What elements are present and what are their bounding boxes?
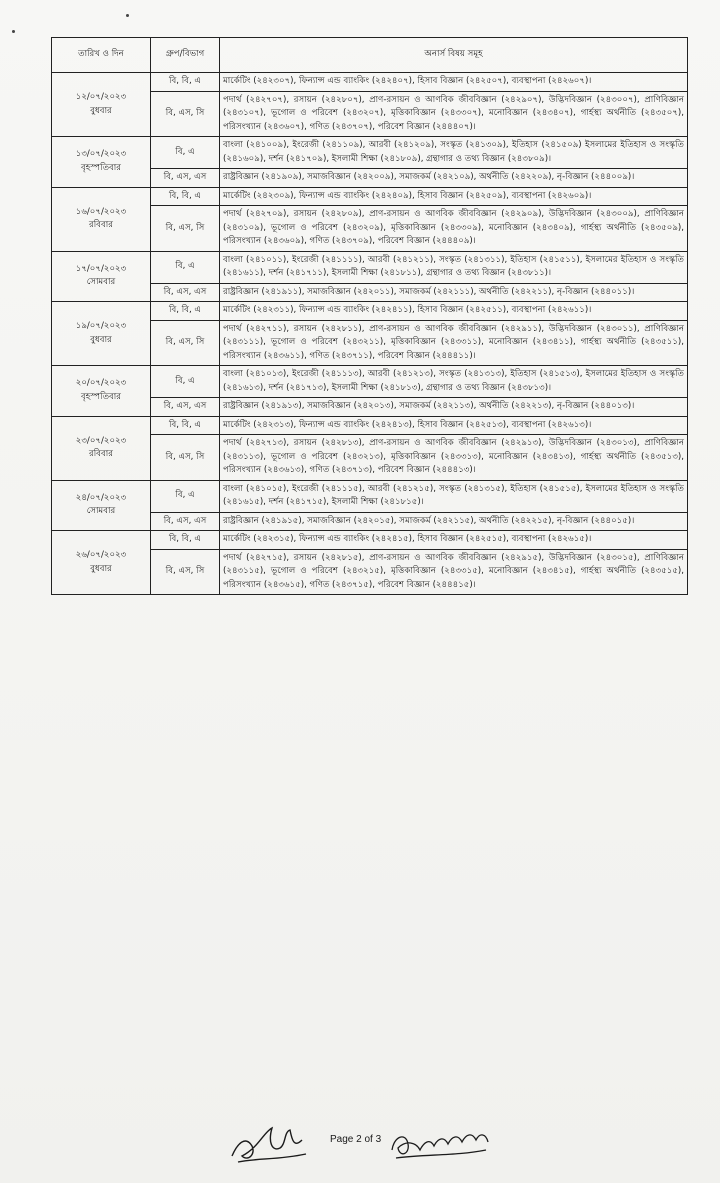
exam-day: সোমবার [86, 277, 116, 288]
table-row [52, 480, 688, 512]
exam-day: বৃহস্পতিবার [80, 391, 122, 402]
group-cell: বি, বি, এ [151, 187, 220, 206]
subjects-cell: বাংলা (২৪১০১১), ইংরেজী (২৪১১১১), আরবী (২৪১২১১), সংস্কৃত (২৪১৩১১), ইতিহাস (২৪১৫১১), ইসলামের ইতিহাস ও সংস্কৃতি (২৪১৬১১), দর্শন (২৪১৭১১), ইসলামী শিক্ষা (২৪১৮১১), গ্রন্থাগার ও তথ্য বিজ্ঞান (২৪৩৮১১)। [220, 251, 688, 283]
subjects-cell: পদার্থ (২৪২৭১৫), রসায়ন (২৪২৮১৫), প্রাণ-রসায়ন ও আণবিক জীববিজ্ঞান (২৪২৯১৫), উদ্ভিদবিজ্ঞান (২৪৩০১৫), প্রাণিবিজ্ঞান (২৪৩১১৫), ভূগোল ও পরিবেশ (২৪৩২১৫), মৃত্তিকাবিজ্ঞান (২৪৩৩১৫), মনোবিজ্ঞান (২৪৩৪১৫), গার্হস্থ্য অর্থনীতি (২৪৩৫১৫), পরিসংখ্যান (২৪৩৬১৫), গণিত (২৪৩৭১৫), পরিবেশ বিজ্ঞান (২৪৪৪১৫)। [220, 549, 688, 595]
signature-left [228, 1118, 310, 1168]
date-cell [52, 251, 151, 302]
table-row [52, 187, 688, 206]
date-cell [52, 416, 151, 480]
scan-speck [126, 14, 129, 17]
page-footer [0, 1118, 720, 1178]
table-row [52, 416, 688, 435]
exam-date: ১৭/০৭/২০২৩ [75, 263, 127, 274]
subjects-cell: মার্কেটিং (২৪২৩১৫), ফিন্যান্স এন্ড ব্যাংকিং (২৪২৪১৫), হিসাব বিজ্ঞান (২৪২৫১৫), ব্যবস্থাপনা (২৪২৬১৫)। [220, 531, 688, 550]
group-cell: বি, বি, এ [151, 302, 220, 321]
header-group: গ্রুপ/বিভাগ [151, 38, 220, 73]
subjects-cell: মার্কেটিং (২৪২৩১১), ফিন্যান্স এন্ড ব্যাংকিং (২৪২৪১১), হিসাব বিজ্ঞান (২৪২৫১১), ব্যবস্থাপনা (২৪২৬১১)। [220, 302, 688, 321]
subjects-cell: পদার্থ (২৪২৭০৭), রসায়ন (২৪২৮০৭), প্রাণ-রসায়ন ও আণবিক জীববিজ্ঞান (২৪২৯০৭), উদ্ভিদবিজ্ঞান (২৪৩০০৭), প্রাণিবিজ্ঞান (২৪৩১০৭), ভূগোল ও পরিবেশ (২৪৩২০৭), মৃত্তিকাবিজ্ঞান (২৪৩৩০৭), মনোবিজ্ঞান (২৪৩৪০৭), গার্হস্থ্য অর্থনীতি (২৪৩৫০৭), পরিসংখ্যান (২৪৩৬০৭), গণিত (২৪৩৭০৭), পরিবেশ বিজ্ঞান (২৪৪৪০৭)। [220, 91, 688, 137]
exam-date: ২০/০৭/২০২৩ [75, 378, 127, 389]
exam-schedule-table [51, 37, 688, 595]
header-date-day: তারিখ ও দিন [52, 38, 151, 73]
group-cell: বি, এস, সি [151, 435, 220, 481]
subjects-cell: রাষ্ট্রবিজ্ঞান (২৪১৯১১), সমাজবিজ্ঞান (২৪২০১১), সমাজকর্ম (২৪২১১১), অর্থনীতি (২৪২২১১), নৃ-বিজ্ঞান (২৪৪০১১)। [220, 283, 688, 302]
page-number: Page 2 of 3 [330, 1134, 382, 1145]
subjects-cell: বাংলা (২৪১০১৩), ইংরেজী (২৪১১১৩), আরবী (২৪১২১৩), সংস্কৃত (২৪১৩১৩), ইতিহাস (২৪১৫১৩), ইসলামের ইতিহাস ও সংস্কৃতি (২৪১৬১৩), দর্শন (২৪১৭১৩), ইসলামী শিক্ষা (২৪১৮১৩), গ্রন্থাগার ও তথ্য বিজ্ঞান (২৪৩৮১৩)। [220, 366, 688, 398]
date-cell [52, 302, 151, 366]
group-cell: বি, এ [151, 480, 220, 512]
exam-date: ১৬/০৭/২০২৩ [75, 206, 127, 217]
exam-date: ২৬/০৭/২০২৩ [75, 550, 127, 560]
group-cell: বি, বি, এ [151, 73, 220, 92]
group-cell: বি, বি, এ [151, 531, 220, 550]
subjects-cell: রাষ্ট্রবিজ্ঞান (২৪১৯০৯), সমাজবিজ্ঞান (২৪২০০৯), সমাজকর্ম (২৪২১০৯), অর্থনীতি (২৪২২০৯), নৃ-বিজ্ঞান (২৪৪০০৯)। [220, 169, 688, 188]
exam-day: সোমবার [86, 506, 116, 517]
subjects-cell: বাংলা (২৪১০১৫), ইংরেজী (২৪১১১৫), আরবী (২৪১২১৫), সংস্কৃত (২৪১৩১৫), ইতিহাস (২৪১৫১৫), ইসলামের ইতিহাস ও সংস্কৃতি (২৪১৬১৫), দর্শন (২৪১৭১৫), ইসলামী শিক্ষা (২৪১৮১৫)। [220, 480, 688, 512]
exam-date: ১২/০৭/২০২৩ [75, 92, 127, 102]
exam-day: রবিবার [89, 220, 113, 230]
exam-date: ১৯/০৭/২০২৩ [75, 321, 127, 331]
group-cell: বি, এস, এস [151, 512, 220, 531]
table-row [52, 251, 688, 283]
group-cell: বি, এস, সি [151, 206, 220, 252]
group-cell: বি, এস, সি [151, 549, 220, 595]
date-cell [52, 366, 151, 417]
group-cell: বি, এ [151, 251, 220, 283]
group-cell: বি, বি, এ [151, 416, 220, 435]
table-body [52, 73, 688, 595]
subjects-cell: মার্কেটিং (২৪২৩০৭), ফিন্যান্স এন্ড ব্যাংকিং (২৪২৪০৭), হিসাব বিজ্ঞান (২৪২৫০৭), ব্যবস্থাপনা (২৪২৬০৭)। [220, 73, 688, 92]
group-cell: বি, এস, এস [151, 169, 220, 188]
subjects-cell: পদার্থ (২৪২৭১১), রসায়ন (২৪২৮১১), প্রাণ-রসায়ন ও আণবিক জীববিজ্ঞান (২৪২৯১১), উদ্ভিদবিজ্ঞান (২৪৩০১১), প্রাণিবিজ্ঞান (২৪৩১১১), ভূগোল ও পরিবেশ (২৪৩২১১), মৃত্তিকাবিজ্ঞান (২৪৩৩১১), মনোবিজ্ঞান (২৪৩৪১১), গার্হস্থ্য অর্থনীতি (২৪৩৫১১), পরিসংখ্যান (২৪৩৬১১), গণিত (২৪৩৭১১), পরিবেশ বিজ্ঞান (২৪৪৪১১)। [220, 320, 688, 366]
group-cell: বি, এস, সি [151, 91, 220, 137]
subjects-cell: মার্কেটিং (২৪২৩০৯), ফিন্যান্স এন্ড ব্যাংকিং (২৪২৪০৯), হিসাব বিজ্ঞান (২৪২৫০৯), ব্যবস্থাপনা (২৪২৬০৯)। [220, 187, 688, 206]
exam-date: ১৩/০৭/২০২৩ [75, 149, 127, 160]
table-row [52, 302, 688, 321]
date-cell [52, 187, 151, 251]
exam-day: বুধবার [90, 563, 112, 574]
table-row [52, 366, 688, 398]
date-cell [52, 531, 151, 595]
table-header-row [52, 38, 688, 73]
date-cell [52, 480, 151, 531]
group-cell: বি, এস, এস [151, 398, 220, 417]
group-cell: বি, এ [151, 137, 220, 169]
table-row [52, 137, 688, 169]
group-cell: বি, এ [151, 366, 220, 398]
header-subjects: অনার্স বিষয় সমূহ [220, 38, 688, 73]
subjects-cell: পদার্থ (২৪২৭০৯), রসায়ন (২৪২৮০৯), প্রাণ-রসায়ন ও আণবিক জীববিজ্ঞান (২৪২৯০৯), উদ্ভিদবিজ্ঞান (২৪৩০০৯), প্রাণিবিজ্ঞান (২৪৩১০৯), ভূগোল ও পরিবেশ (২৪৩২০৯), মৃত্তিকাবিজ্ঞান (২৪৩৩০৯), মনোবিজ্ঞান (২৪৩৪০৯), গার্হস্থ্য অর্থনীতি (২৪৩৫০৯), পরিসংখ্যান (২৪৩৬০৯), গণিত (২৪৩৭০৯), পরিবেশ বিজ্ঞান (২৪৪৪০৯)। [220, 206, 688, 252]
subjects-cell: রাষ্ট্রবিজ্ঞান (২৪১৯১৩), সমাজবিজ্ঞান (২৪২০১৩), সমাজকর্ম (২৪২১১৩), অর্থনীতি (২৪২২১৩), নৃ-বিজ্ঞান (২৪৪০১৩)। [220, 398, 688, 417]
exam-day: বুধবার [90, 105, 112, 116]
table-row [52, 531, 688, 550]
subjects-cell: বাংলা (২৪১০০৯), ইংরেজী (২৪১১০৯), আরবী (২৪১২০৯), সংস্কৃত (২৪১৩০৯), ইতিহাস (২৪১৫০৯) ইসলামের ইতিহাস ও সংস্কৃতি (২৪১৬০৯), দর্শন (২৪১৭০৯), ইসলামী শিক্ষা (২৪১৮০৯), গ্রন্থাগার ও তথ্য বিজ্ঞান (২৪৩৮০৯)। [220, 137, 688, 169]
subjects-cell: পদার্থ (২৪২৭১৩), রসায়ন (২৪২৮১৩), প্রাণ-রসায়ন ও আণবিক জীববিজ্ঞান (২৪২৯১৩), উদ্ভিদবিজ্ঞান (২৪৩০১৩), প্রাণিবিজ্ঞান (২৪৩১১৩), ভূগোল ও পরিবেশ (২৪৩২১৩), মৃত্তিকাবিজ্ঞান (২৪৩৩১৩), মনোবিজ্ঞান (২৪৩৪১৩), গার্হস্থ্য অর্থনীতি (২৪৩৫১৩), পরিসংখ্যান (২৪৩৬১৩), গণিত (২৪৩৭১৩), পরিবেশ বিজ্ঞান (২৪৪৪১৩)। [220, 435, 688, 481]
signature-right [386, 1120, 492, 1166]
date-cell [52, 137, 151, 188]
exam-date: ২৪/০৭/২০২৩ [75, 492, 127, 503]
group-cell: বি, এস, সি [151, 320, 220, 366]
scan-speck [12, 30, 15, 33]
exam-day: বুধবার [90, 334, 112, 345]
subjects-cell: রাষ্ট্রবিজ্ঞান (২৪১৯১৫), সমাজবিজ্ঞান (২৪২০১৫), সমাজকর্ম (২৪২১১৫), অর্থনীতি (২৪২২১৫), নৃ-বিজ্ঞান (২৪৪০১৫)। [220, 512, 688, 531]
subjects-cell: মার্কেটিং (২৪২৩১৩), ফিন্যান্স এন্ড ব্যাংকিং (২৪২৪১৩), হিসাব বিজ্ঞান (২৪২৫১৩), ব্যবস্থাপনা (২৪২৬১৩)। [220, 416, 688, 435]
exam-day: বৃহস্পতিবার [80, 162, 122, 173]
group-cell: বি, এস, এস [151, 283, 220, 302]
table-row [52, 73, 688, 92]
exam-date: ২৩/০৭/২০২৩ [75, 435, 127, 446]
date-cell [52, 73, 151, 137]
exam-day: রবিবার [89, 449, 113, 459]
